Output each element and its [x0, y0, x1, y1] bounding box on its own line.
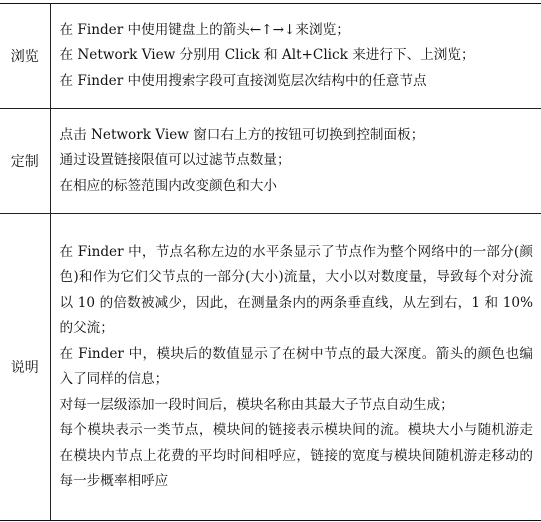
content-line: 在 Network View 分别用 Click 和 Alt+Click 来进行下、上浏览； — [59, 47, 475, 64]
row-label: 说明 — [0, 214, 50, 521]
content-line: 在 Finder 中使用搜索字段可直接浏览层次结构中的任意节点 — [59, 72, 427, 89]
row-label: 浏览 — [0, 4, 50, 109]
content-line: 点击 Network View 窗口右上方的按钮可切换到控制面板； — [59, 126, 425, 143]
content-paragraph: 每个模块表示一类节点，模块间的链接表示模块间的流。模块大小与随机游走在模块内节点上花费的平均时间相呼应，链接的宽度与模块间随机游走移动的每一步概率相呼应 — [59, 422, 533, 489]
row-content — [50, 214, 541, 521]
table-row-description — [0, 214, 541, 521]
content-paragraph: 在 Finder 中，模块后的数值显示了在树中节点的最大深度。箭头的颜色也编入了同样的信息； — [59, 345, 533, 387]
content-line: 在 Finder 中使用键盘上的箭头←↑→↓来浏览； — [59, 21, 350, 38]
content-paragraph: 对每一层级添加一段时间后，模块名称由其最大子节点自动生成； — [59, 396, 454, 413]
content-paragraph: 在 Finder 中，节点名称左边的水平条显示了节点作为整个网络中的一部分(颜色)和作为它们父节点的一部分(大小)流量，大小以对数度量，导致每个对分流以 10 的倍数被减少，因此，在测量条内的两条垂直线，从左到右，1 和 10%的父流； — [59, 243, 533, 336]
content-line: 在相应的标签范围内改变颜色和大小 — [59, 177, 277, 194]
feature-table — [0, 3, 541, 521]
content-line: 通过设置链接限值可以过滤节点数量； — [59, 152, 291, 169]
row-content — [50, 109, 541, 214]
row-label: 定制 — [0, 109, 50, 214]
row-content — [50, 4, 541, 109]
table-row-browse — [0, 4, 541, 109]
table-row-customize — [0, 109, 541, 214]
